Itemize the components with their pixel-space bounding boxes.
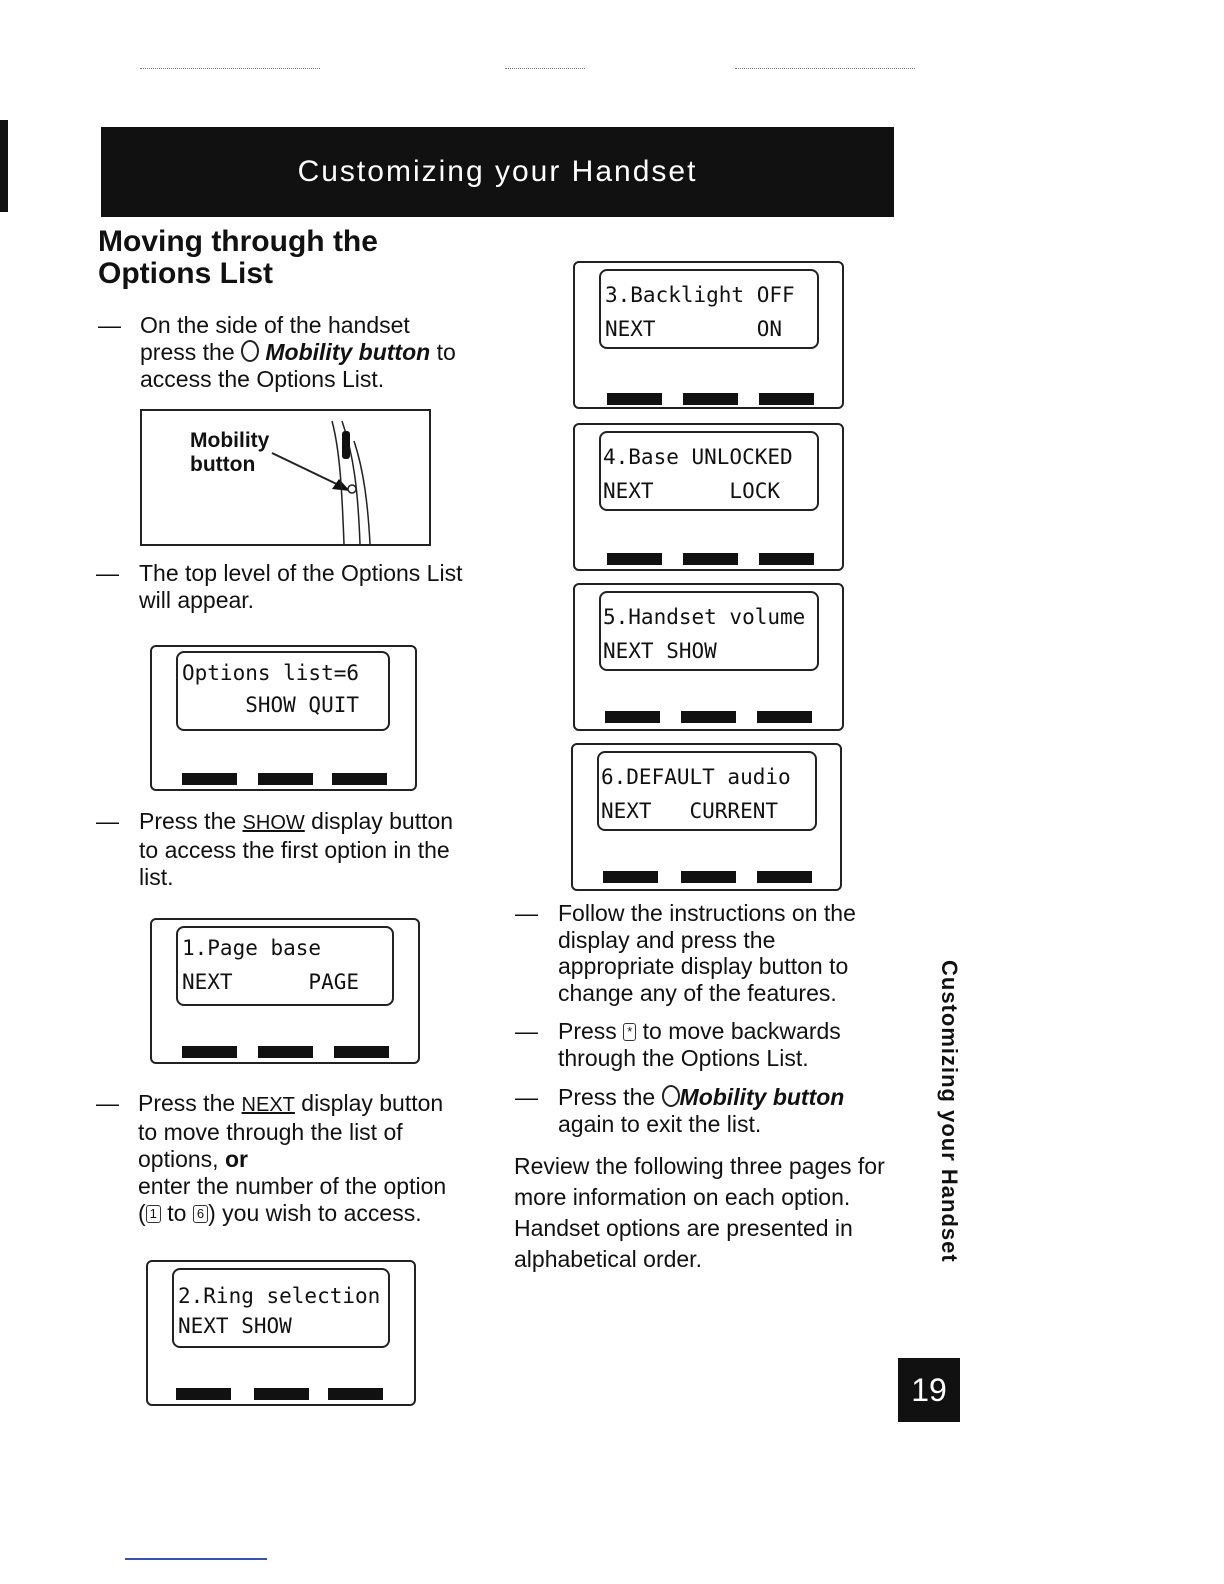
instruction-4: Press the NEXT display button to move through the list of options, or enter the number of the option ( 1 to 6 ) you wish to access.: [138, 1090, 447, 1226]
mobility-button-icon: [662, 1085, 680, 1107]
lcd-display-options: Options list=6 SHOW QUIT: [150, 645, 417, 791]
soft-key[interactable]: [757, 871, 812, 883]
star-key-icon: *: [623, 1023, 636, 1041]
instruction-7: Press the Mobility button again to exit the list.: [558, 1084, 845, 1137]
soft-key[interactable]: [607, 393, 662, 405]
scan-artifact: [140, 68, 320, 70]
side-tab: Customizing your Handset: [937, 960, 962, 1263]
soft-key[interactable]: [334, 1046, 389, 1058]
soft-key[interactable]: [328, 1388, 383, 1400]
lcd-display-backlight: 3.Backlight OFF NEXT ON: [573, 261, 844, 409]
mobility-button-label: Mobility button: [190, 429, 270, 476]
instruction-2: The top level of the Options List will appear.: [139, 560, 463, 613]
lcd-display-base-lock: 4.Base UNLOCKED NEXT LOCK: [573, 423, 844, 571]
soft-key[interactable]: [681, 871, 736, 883]
bullet-dash: —: [96, 1090, 119, 1116]
scan-artifact: [505, 68, 585, 70]
bullet-dash: —: [515, 1084, 538, 1110]
lcd-display-handset-volume: 5.Handset volume NEXT SHOW: [573, 583, 844, 731]
mobility-button-figure: [140, 409, 431, 546]
lcd-display-page-base: 1.Page base NEXT PAGE: [150, 918, 420, 1064]
key-6-icon: 6: [193, 1205, 208, 1223]
section-heading: Moving through the Options List: [98, 225, 378, 290]
soft-key[interactable]: [759, 393, 814, 405]
soft-key[interactable]: [603, 871, 658, 883]
lcd-display-default-audio: 6.DEFAULT audio NEXT CURRENT: [571, 743, 842, 891]
soft-key[interactable]: [683, 553, 738, 565]
instruction-6: Press * to move backwards through the Options List.: [558, 1018, 841, 1071]
instruction-1: On the side of the handset press the Mobility button to access the Options List.: [140, 312, 456, 392]
page-edge-mark: [0, 120, 8, 212]
page-number: 19: [898, 1358, 960, 1422]
handset-side-icon: [142, 411, 429, 544]
key-1-icon: 1: [146, 1205, 161, 1223]
soft-key[interactable]: [258, 1046, 313, 1058]
soft-key[interactable]: [759, 553, 814, 565]
bullet-dash: —: [98, 312, 121, 338]
soft-key[interactable]: [681, 711, 736, 723]
soft-key[interactable]: [182, 773, 237, 785]
soft-key[interactable]: [757, 711, 812, 723]
soft-key[interactable]: [254, 1388, 309, 1400]
review-note: Review the following three pages for more information on each option. Handset options are presented in alphabetical order.: [514, 1153, 885, 1272]
soft-key[interactable]: [607, 553, 662, 565]
bullet-dash: —: [96, 808, 119, 834]
soft-key[interactable]: [258, 773, 313, 785]
instruction-5: Follow the instructions on the display and press the appropriate display button to change any of the features.: [558, 900, 856, 1006]
soft-key[interactable]: [605, 711, 660, 723]
soft-key[interactable]: [182, 1046, 237, 1058]
bullet-dash: —: [515, 900, 538, 926]
bullet-dash: —: [515, 1018, 538, 1044]
soft-key[interactable]: [332, 773, 387, 785]
bullet-dash: —: [96, 560, 119, 586]
page-banner: Customizing your Handset: [101, 127, 894, 217]
soft-key[interactable]: [683, 393, 738, 405]
soft-key[interactable]: [176, 1388, 231, 1400]
bottom-rule: [125, 1558, 267, 1560]
lcd-display-ring-selection: 2.Ring selection NEXT SHOW: [146, 1260, 416, 1406]
mobility-button-icon: [241, 340, 259, 362]
scan-artifact: [735, 68, 915, 70]
instruction-3: Press the SHOW display button to access the first option in the list.: [139, 808, 454, 890]
